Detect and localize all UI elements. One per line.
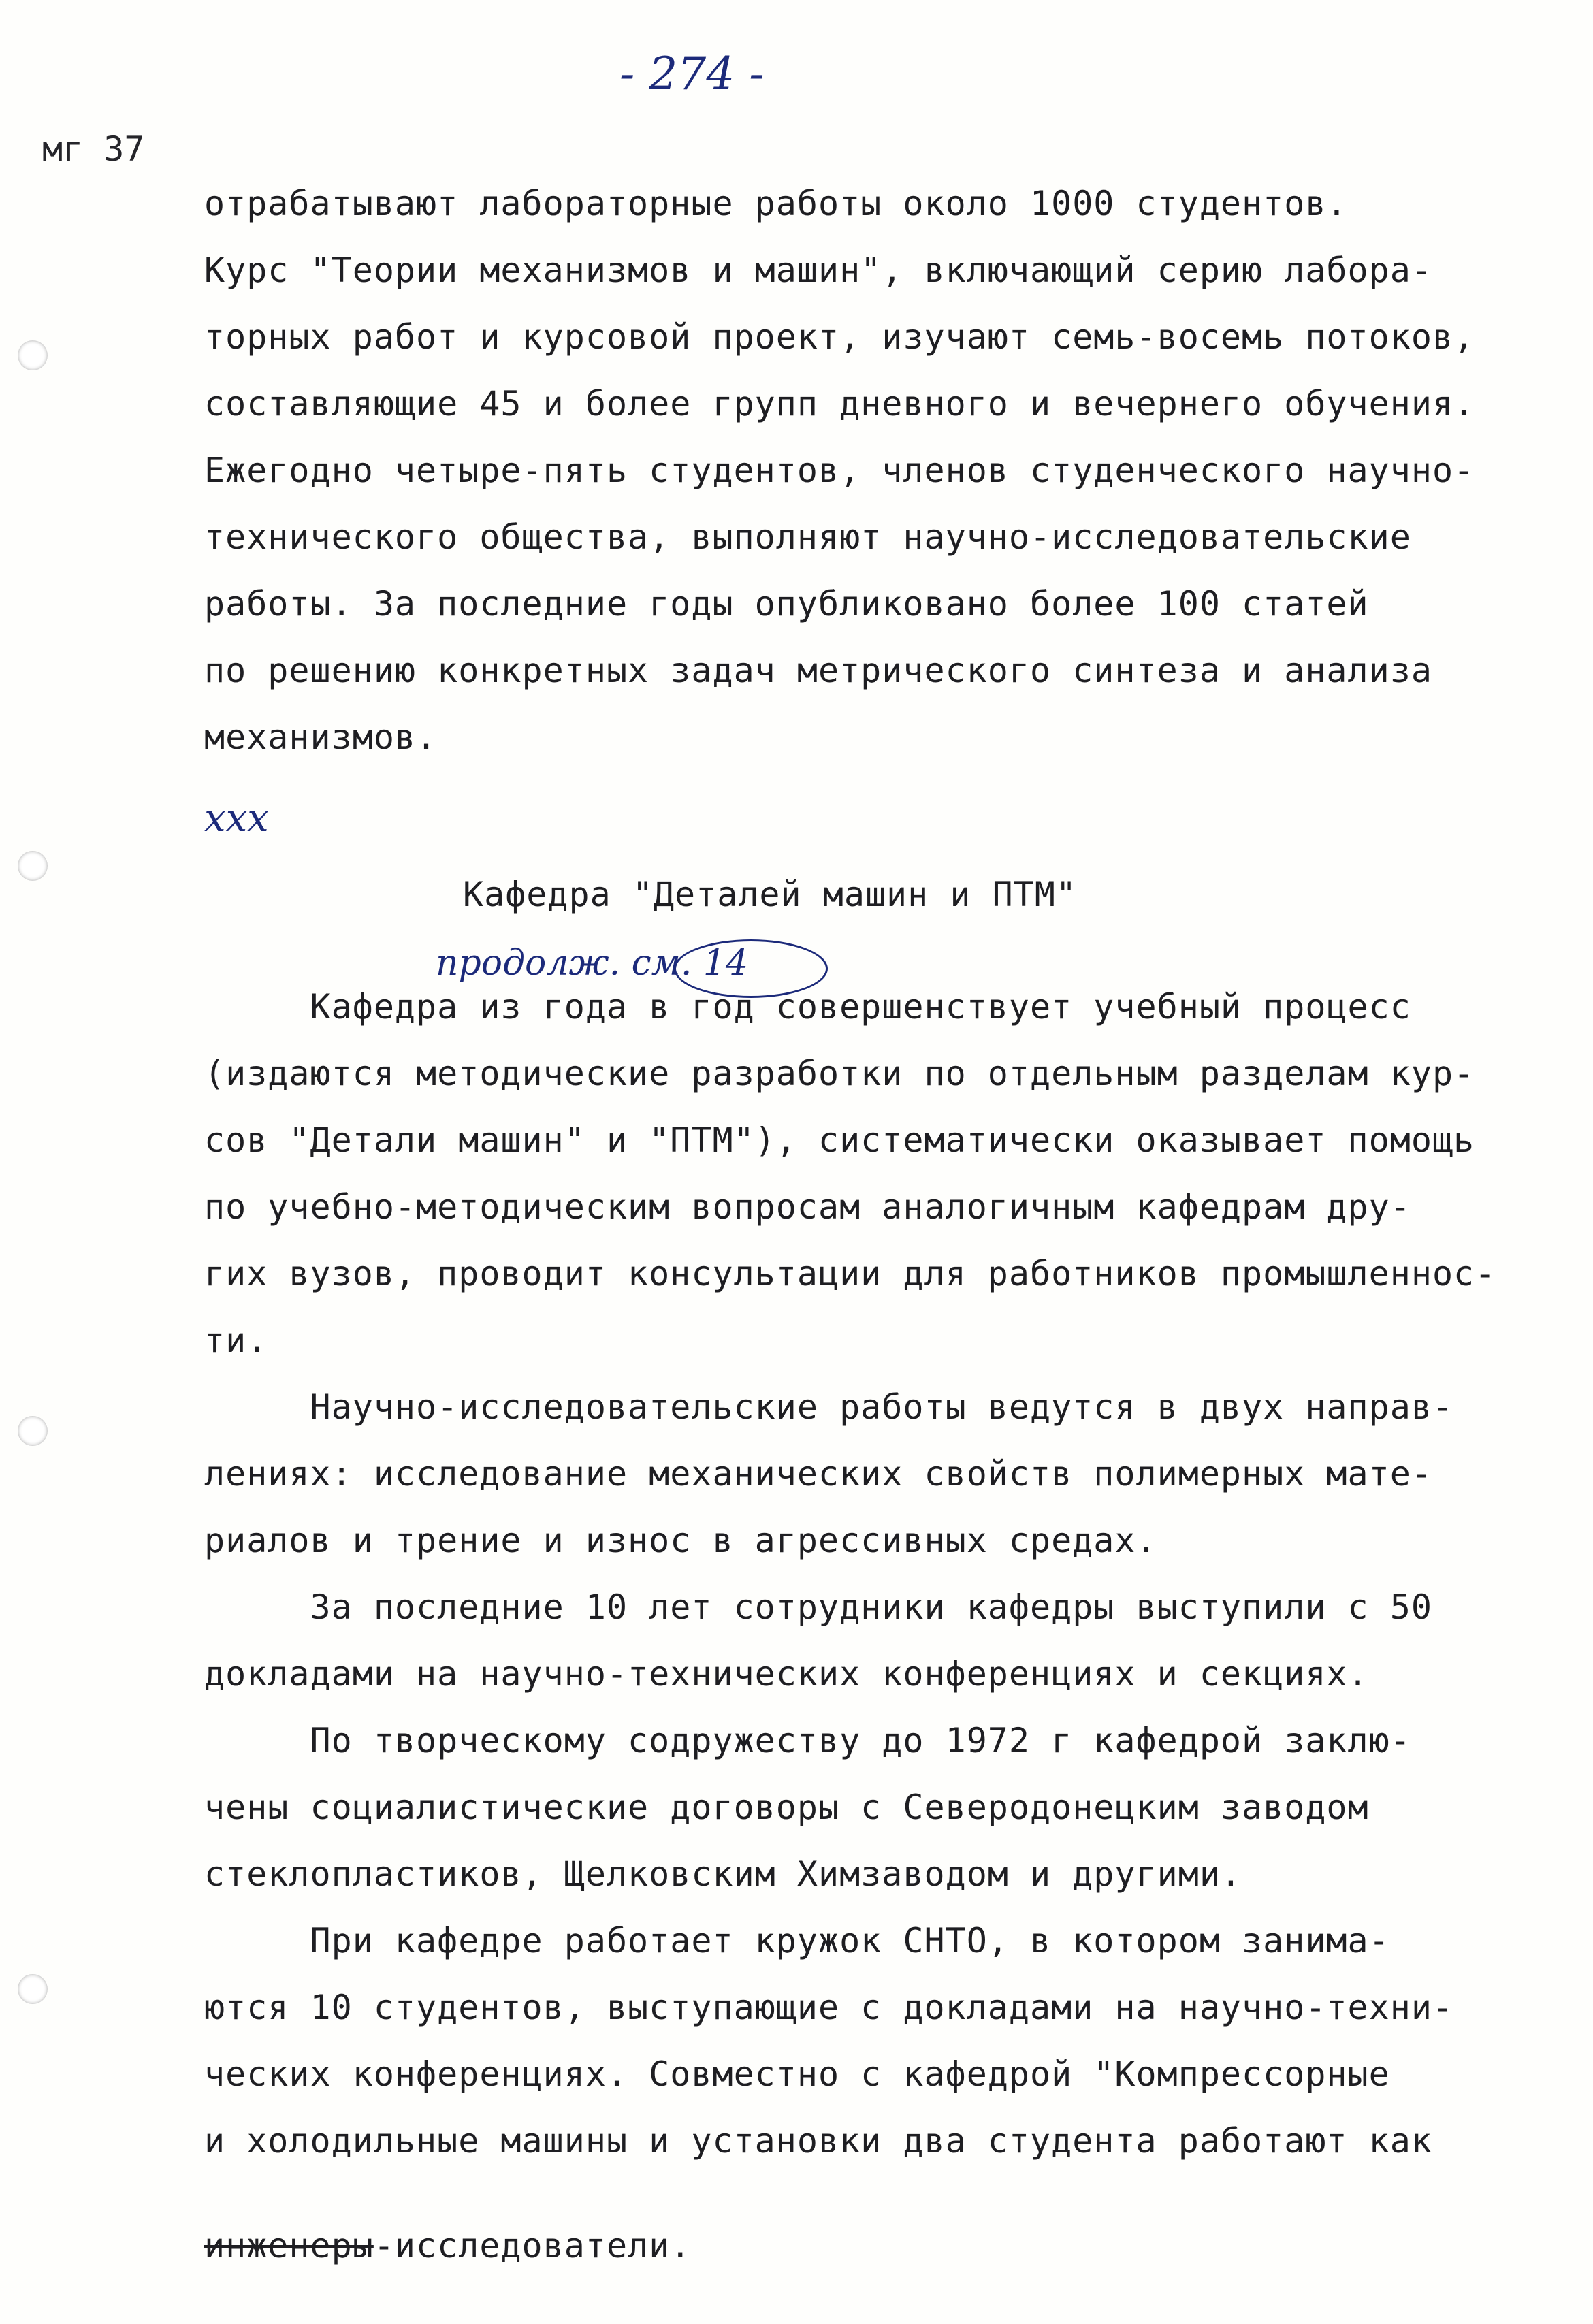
text-line: технического общества, выполняют научно-исследовательские xyxy=(204,517,1411,557)
text-line: (издаются методические разработки по отдельным разделам кур- xyxy=(204,1054,1475,1093)
punch-hole xyxy=(18,340,48,370)
punch-hole xyxy=(18,851,48,881)
text-line: по решению конкретных задач метрического синтеза и анализа xyxy=(204,651,1432,690)
text-line: Научно-исследовательские работы ведутся в двух направ- xyxy=(204,1387,1454,1427)
section-heading: Кафедра "Деталей машин и ПТМ" xyxy=(463,875,1077,914)
text-line: механизмов. xyxy=(204,717,438,757)
text-line: чены социалистические договоры с Северодонецким заводом xyxy=(204,1788,1369,1827)
punch-hole xyxy=(18,1974,48,2004)
handwritten-note: продолж. см. 14 xyxy=(436,943,749,984)
text-line: риалов и трение и износ в агрессивных средах. xyxy=(204,1521,1157,1560)
text-line: стеклопластиков, Щелковским Химзаводом и другими. xyxy=(204,1854,1242,1894)
text-line: ются 10 студентов, выступающие с докладами на научно-техни- xyxy=(204,1988,1454,2027)
text-line: торных работ и курсовой проект, изучают семь-восемь потоков, xyxy=(204,317,1475,357)
punch-hole xyxy=(18,1416,48,1446)
text-line-last-rest: -исследователи. xyxy=(373,2226,692,2265)
text-line: лениях: исследование механических свойств полимерных мате- xyxy=(204,1454,1432,1494)
text-line: При кафедре работает кружок СНТО, в котором занима- xyxy=(204,1921,1390,1960)
text-line: Курс "Теории механизмов и машин", включающий серию лабора- xyxy=(204,251,1432,290)
text-line: отрабатывают лабораторные работы около 1000 студентов. xyxy=(204,184,1348,223)
text-line: ческих конференциях. Совместно с кафедрой "Компрессорные xyxy=(204,2054,1390,2094)
section-separator: ххх xyxy=(204,796,269,841)
text-line: Ежегодно четыре-пять студентов, членов студенческого научно- xyxy=(204,451,1475,490)
text-line: Кафедра из года в год совершенствует учебный процесс xyxy=(204,987,1411,1027)
text-line: по учебно-методическим вопросам аналогичным кафедрам дру- xyxy=(204,1187,1411,1227)
struck-word: инженеры xyxy=(204,2226,374,2265)
text-line-last xyxy=(204,2226,1552,2265)
text-line: работы. За последние годы опубликовано более 100 статей xyxy=(204,584,1369,624)
text-line: ти. xyxy=(204,1321,268,1360)
text-line: сов "Детали машин" и "ПТМ"), систематически оказывает помощь xyxy=(204,1120,1475,1160)
text-line: гих вузов, проводит консультации для работников промышленнос- xyxy=(204,1254,1496,1293)
archive-reference: мг 37 xyxy=(42,129,145,169)
text-line: составляющие 45 и более групп дневного и вечернего обучения. xyxy=(204,384,1475,423)
text-line: За последние 10 лет сотрудники кафедры выступили с 50 xyxy=(204,1587,1432,1627)
page-folio: - 274 - xyxy=(620,48,765,100)
text-line: и холодильные машины и установки два студента работают как xyxy=(204,2121,1432,2161)
text-line: докладами на научно-технических конференциях и секциях. xyxy=(204,1654,1369,1694)
text-line: По творческому содружеству до 1972 г кафедрой заклю- xyxy=(204,1721,1411,1760)
